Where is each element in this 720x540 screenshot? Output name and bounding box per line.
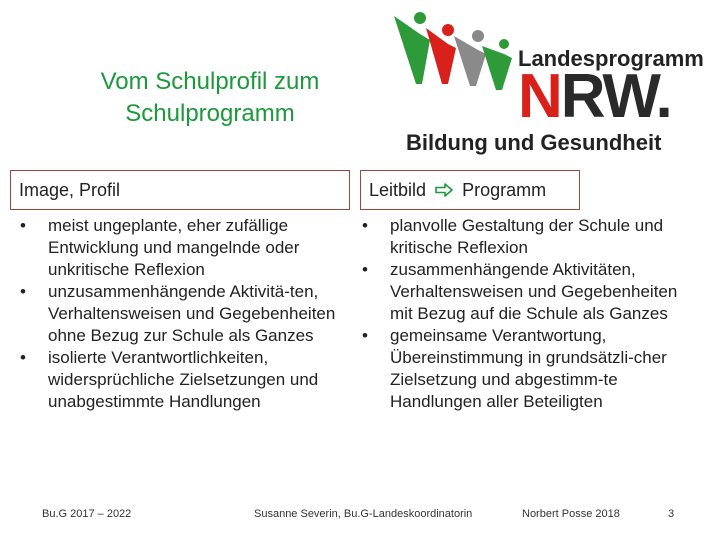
outline-right-arrow-icon bbox=[435, 183, 453, 197]
list-item: • unzusammenhängende Aktivitä-ten, Verhaltensweisen und Gegebenheiten ohne Bezug zur Schule als Ganzes bbox=[20, 281, 350, 347]
footer-credit: Norbert Posse 2018 bbox=[522, 508, 620, 520]
list-item: • meist ungeplante, eher zufällige Entwicklung und mangelnde oder unkritische Reflexion bbox=[20, 215, 350, 281]
list-item: • zusammenhängende Aktivitäten, Verhaltensweisen und Gegebenheiten mit Bezug auf die Schule als Ganzes bbox=[362, 259, 692, 325]
logo-nrw-dot: . bbox=[655, 62, 671, 131]
page-number: 3 bbox=[668, 508, 675, 520]
image-profil-label: Image, Profil bbox=[19, 180, 121, 200]
logo-nrw-rest: RW bbox=[560, 62, 656, 131]
slide-title bbox=[30, 66, 390, 130]
left-bullet-list bbox=[20, 215, 350, 413]
leitbild-programm-header bbox=[360, 170, 580, 210]
left-column bbox=[20, 215, 350, 413]
title-line-2: Schulprogramm bbox=[125, 100, 295, 127]
list-item: • gemeinsame Verantwortung, Übereinstimmung in grundsätzli-cher Zielsetzung und abgestimm-te Handlungen aller Beteiligten bbox=[362, 325, 692, 413]
right-bullet-list bbox=[362, 215, 692, 413]
programm-label: Programm bbox=[462, 180, 547, 200]
footer-period: Bu.G 2017 – 2022 bbox=[42, 508, 132, 520]
footer-author: Susanne Severin, Bu.G-Landeskoordinatorin bbox=[254, 508, 473, 520]
leitbild-label: Leitbild bbox=[369, 180, 427, 200]
logo-subtitle: Bildung und Gesundheit bbox=[406, 130, 662, 155]
landesprogramm-logo bbox=[390, 6, 710, 161]
logo-program-text: Landesprogramm bbox=[518, 46, 704, 71]
list-item: • planvolle Gestaltung der Schule und kritische Reflexion bbox=[362, 215, 692, 259]
image-profil-header bbox=[10, 170, 350, 210]
right-column bbox=[362, 215, 692, 413]
title-line-1: Vom Schulprofil zum bbox=[100, 68, 320, 95]
logo-nrw-text bbox=[518, 64, 671, 130]
logo-nrw-n: N bbox=[518, 62, 561, 131]
list-item: • isolierte Verantwortlichkeiten, widersprüchliche Zielsetzungen und unabgestimmte Handlungen bbox=[20, 347, 350, 413]
